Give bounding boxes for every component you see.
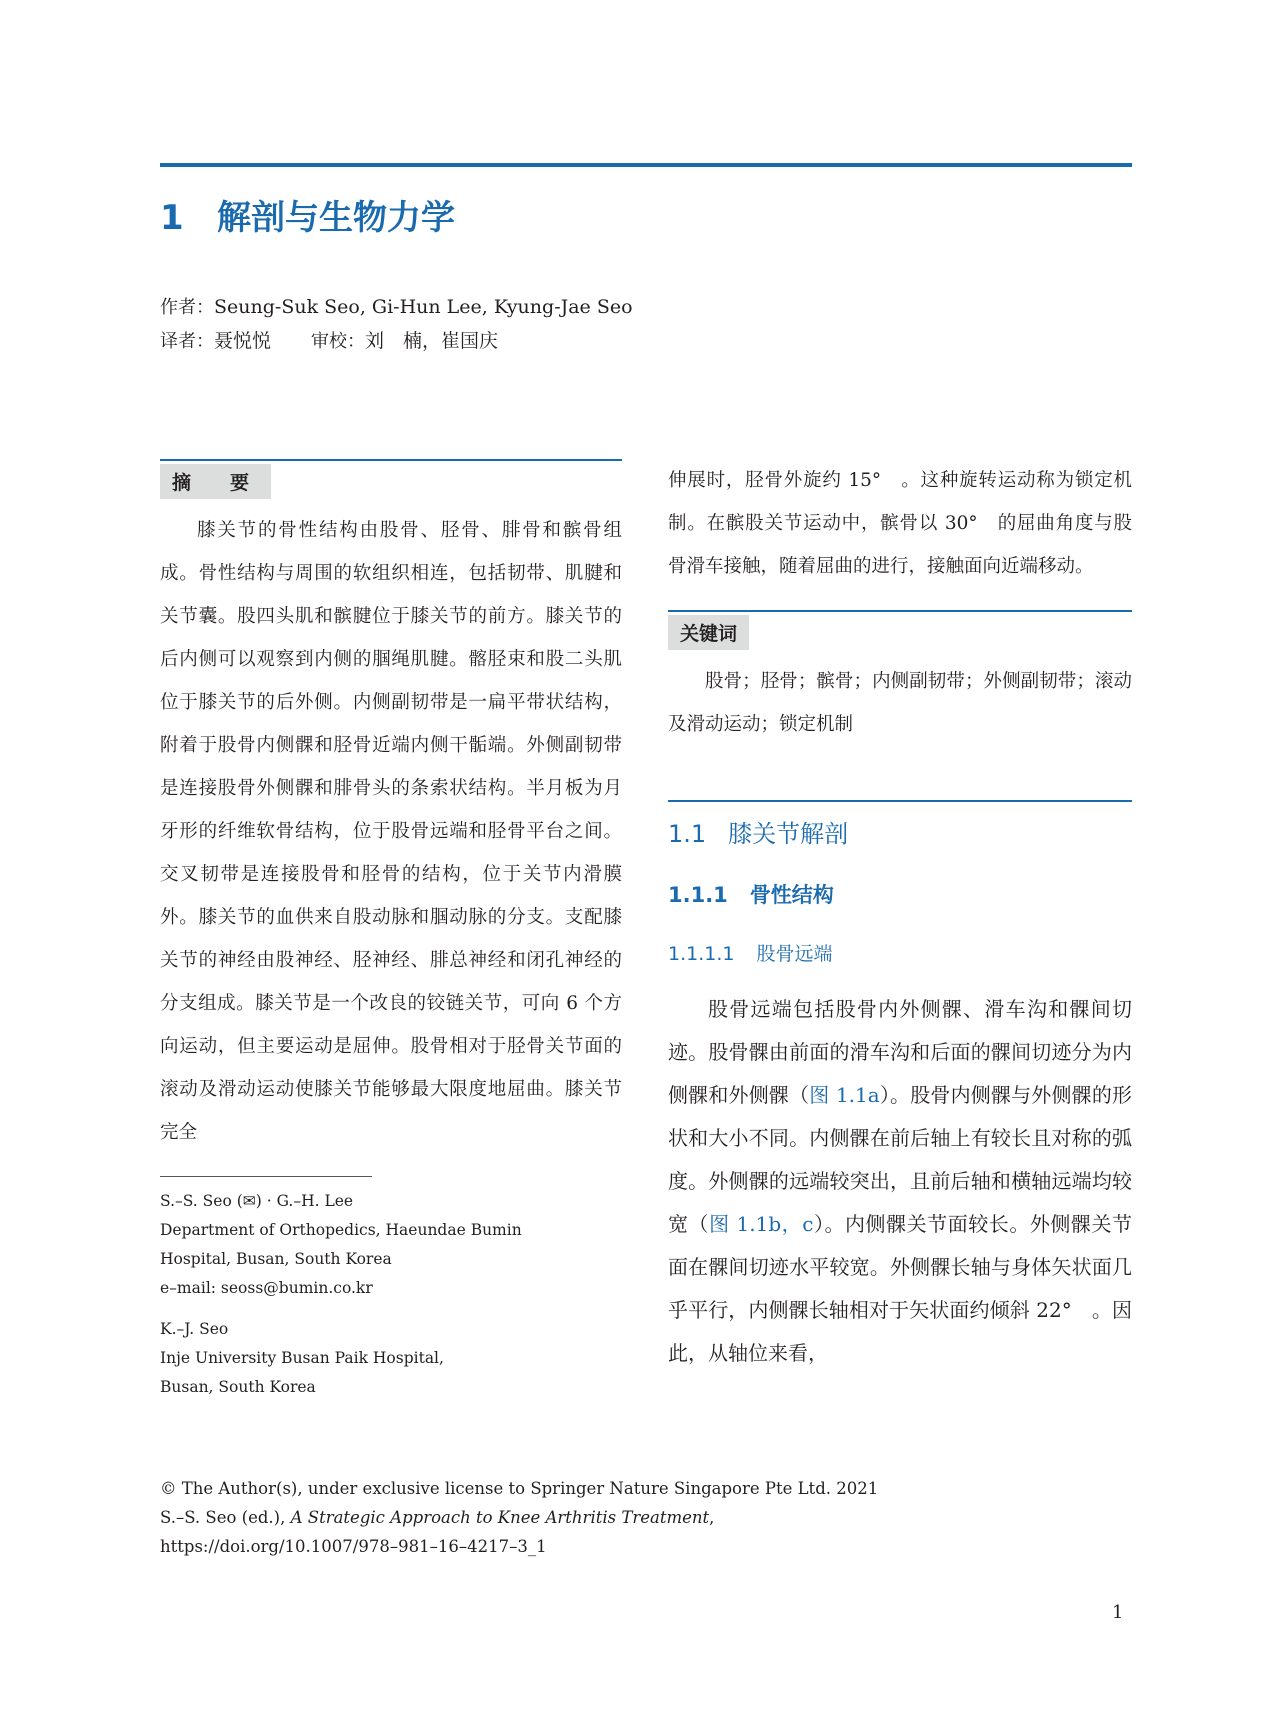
keywords-rule [668,610,1132,612]
copyright-line: © The Author(s), under exclusive license to Springer Nature Singapore Pte Ltd. 2021 [160,1479,879,1498]
author-label: 作者： [160,297,214,318]
figure-ref-1-1a[interactable]: 图 1.1a [809,1083,880,1107]
footnote-line: K.–J. Seo [160,1320,229,1338]
section-heading [668,814,1132,849]
copyright-block [160,1474,878,1561]
subsection-title: 骨性结构 [749,883,834,907]
right-column [668,459,1132,1375]
abstract-text: 膝关节的骨性结构由股骨、胫骨、腓骨和髌骨组成。骨性结构与周围的软组织相连，包括韧带、肌腱和关节囊。股四头肌和髌腱位于膝关节的前方。膝关节的后内侧可以观察到内侧的腘绳肌腱。髂胫束和股二头肌位于膝关节的后外侧。内侧副韧带是一扁平带状结构，附着于股骨内侧髁和胫骨近端内侧干骺端。外侧副韧带是连接股骨外侧髁和腓骨头的条索状结构。半月板为月牙形的纤维软骨结构，位于股骨远端和胫骨平台之间。交叉韧带是连接股骨和胫骨的结构，位于关节内滑膜外。膝关节的血供来自股动脉和腘动脉的分支。支配膝关节的神经由股神经、胫神经、腓总神经和闭孔神经的分支组成。膝关节是一个改良的铰链关节，可向 6 个方向运动，但主要运动是屈伸。股骨相对于胫骨关节面的滚动及滑动运动使膝关节能够最大限度地屈曲。膝关节完全 [160,520,622,1143]
figure-ref-1-1bc[interactable]: 图 1.1b，c [709,1212,814,1236]
abstract-rule [160,459,622,461]
footnote-line: Hospital, Busan, South Korea [160,1250,392,1268]
footnote-line: Department of Orthopedics, Haeundae Bumin [160,1221,522,1239]
body-paragraph: 股骨远端包括股骨内外侧髁、滑车沟和髁间切迹。股骨髁由前面的滑车沟和后面的髁间切迹分为内侧髁和外侧髁（图 1.1a）。股骨内侧髁与外侧髁的形状和大小不同。内侧髁在前后轴上有较长且对称的弧度。外侧髁的远端较突出，且前后轴和横轴远端均较宽（图 1.1b，c）。内侧髁关节面较长。外侧髁关节面在髁间切迹水平较宽。外侧髁长轴与身体矢状面几乎平行，内侧髁长轴相对于矢状面约倾斜 22° 。因此，从轴位来看， [668,997,1133,1365]
subsubsection-number: 1.1.1.1 [668,943,735,965]
translator-names: 聂悦悦 [214,330,272,352]
reviewer-label: 审校： [311,331,366,352]
abstract-label: 摘 要 [160,464,271,499]
author-line [160,293,633,319]
abstract-continuation: 伸展时，胫骨外旋约 15° 。这种旋转运动称为锁定机制。在髌股关节运动中，髌骨以 30° 的屈曲角度与股骨滑车接触，随着屈曲的进行，接触面向近端移动。 [668,470,1132,577]
footnote-affiliation-1 [160,1187,622,1303]
footnote-line: Busan, South Korea [160,1378,316,1396]
section-title: 膝关节解剖 [728,820,849,848]
section-number: 1.1 [668,820,707,848]
footnote-line: Inje University Busan Paik Hospital, [160,1349,444,1367]
left-column [160,459,622,1402]
chapter-top-rule [160,163,1132,167]
translator-label: 译者： [160,331,214,352]
book-citation: S.–S. Seo (ed.), A Strategic Approach to Knee Arthritis Treatment, [160,1508,715,1527]
chapter-number: 1 [160,198,184,238]
section-rule [668,800,1132,802]
subsubsection-heading [668,939,1132,966]
subsection-heading [668,879,1132,909]
footnote-rule [160,1176,372,1177]
footnote-affiliation-2 [160,1315,622,1402]
author-names: Seung-Suk Seo, Gi-Hun Lee, Kyung-Jae Seo [214,296,633,318]
subsubsection-title: 股骨远端 [756,943,833,965]
book-title: A Strategic Approach to Knee Arthritis Treatment [290,1508,710,1527]
chapter-title-text: 解剖与生物力学 [217,198,455,238]
translator-line [160,326,498,353]
reviewer-names: 刘 楠，崔国庆 [365,330,499,352]
footnote-email: e–mail: seoss@bumin.co.kr [160,1279,373,1297]
subsection-number: 1.1.1 [668,883,728,907]
keywords-text: 股骨；胫骨；髌骨；内侧副韧带；外侧副韧带；滚动及滑动运动；锁定机制 [668,671,1132,735]
page-number: 1 [1112,1602,1124,1623]
keywords-label: 关键词 [668,615,749,650]
chapter-title [160,190,455,239]
footnote-line: S.–S. Seo (✉) · G.–H. Lee [160,1192,354,1210]
doi-link[interactable]: https://doi.org/10.1007/978–981–16–4217–3_1 [160,1537,547,1556]
